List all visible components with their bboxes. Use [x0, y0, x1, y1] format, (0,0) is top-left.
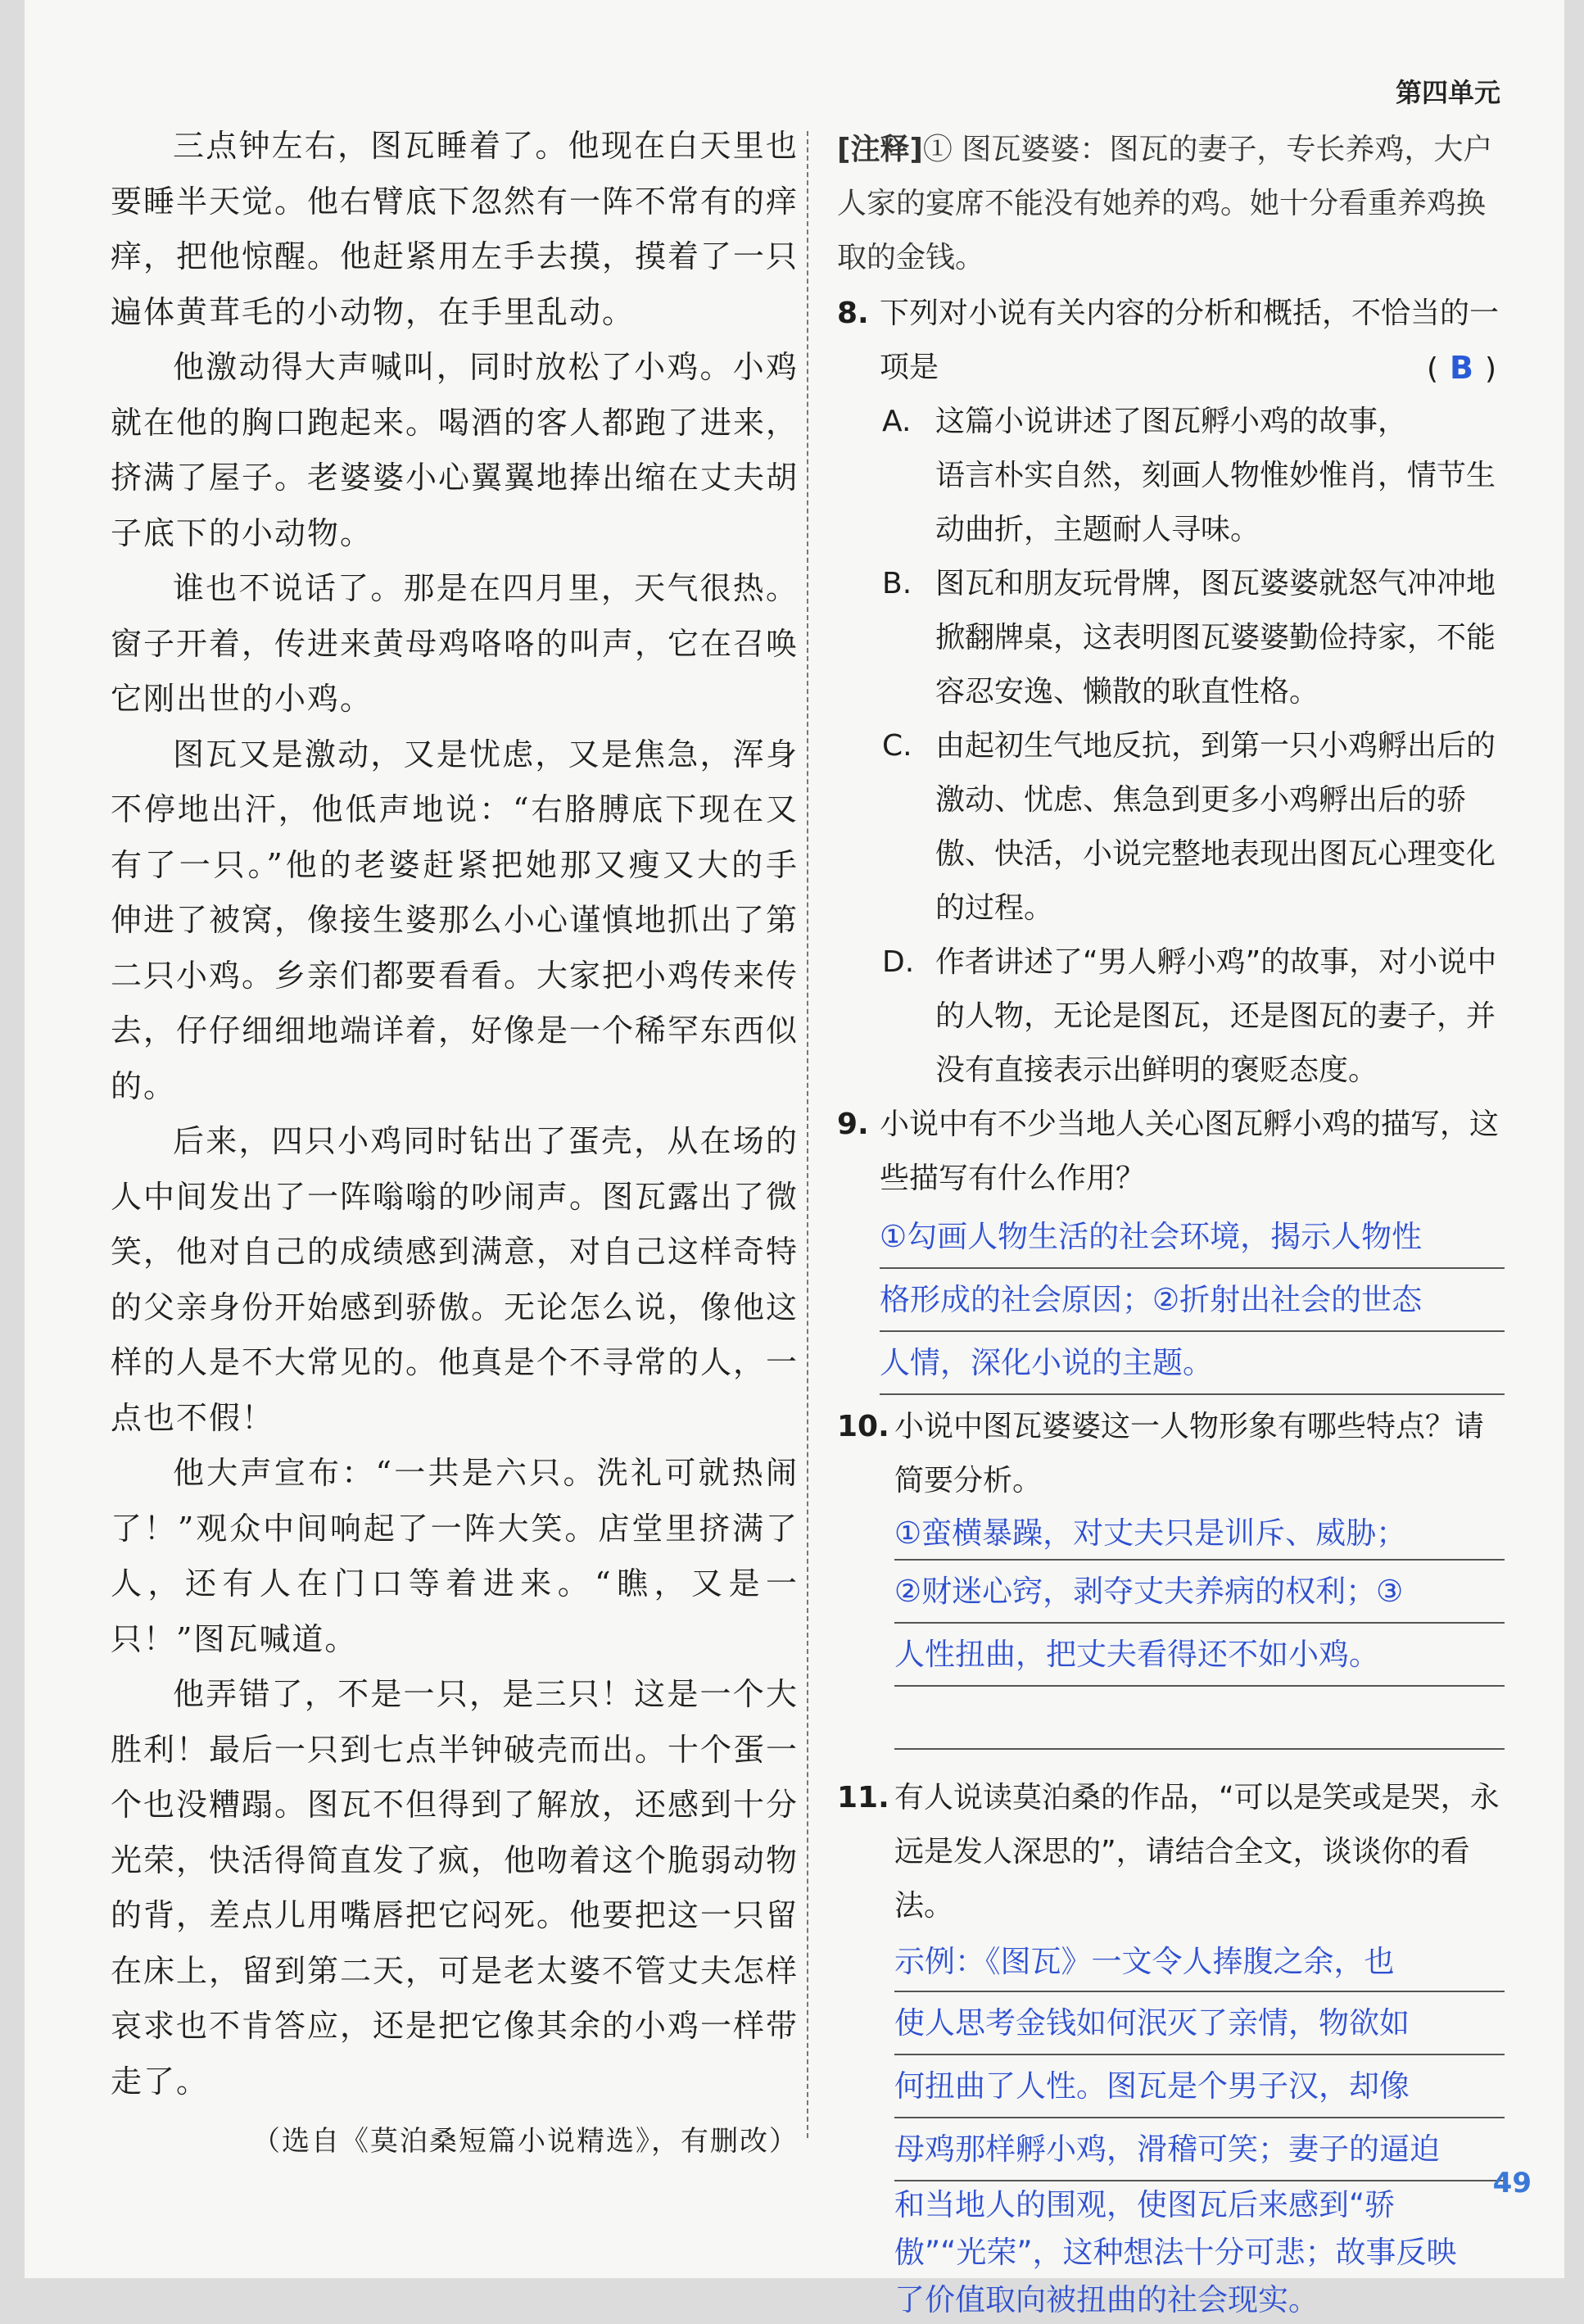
column-divider — [807, 131, 810, 2138]
source-citation: （选自《莫泊桑短篇小说精选》，有删改） — [252, 2125, 799, 2158]
question-9 — [837, 1098, 1505, 1206]
unit-header: 第四单元 — [1395, 77, 1500, 108]
option-text: 作者讲述了“男人孵小鸡”的故事，对小说中的人物，无论是图瓦，还是图瓦的妻子，并没有直接表示出鲜明的褒贬态度。 — [935, 945, 1497, 1087]
option-label: A. — [882, 405, 912, 438]
question-number: 11. — [837, 1781, 889, 1814]
answer-line: ②财迷心窍，剥夺丈夫养病的权利；③ — [894, 1561, 1505, 1624]
story-paragraph: 图瓦又是激动，又是忧虑，又是焦急，浑身不停地出汗，他低声地说：“右胳膊底下现在又有了一只。”他的老婆赶紧把她那又瘦又大的手伸进了被窝，像接生婆那么小心谨慎地抓出了第二只小鸡。乡亲们都要看看。大家把小鸡传来传去，仔仔细细地端详着，好像是一个稀罕东西似的。 — [111, 736, 799, 1104]
story-paragraph: 他弄错了，不是一只，是三只！这是一个大胜利！最后一只到七点半钟破壳而出。十个蛋一个也没糟蹋。图瓦不但得到了解放，还感到十分光荣，快活得简直发了疯，他吻着这个脆弱动物的背，差点儿用嘴唇把它闷死。他要把这一只留在床上，留到第二天，可是老太婆不管丈夫怎样哀求也不肯答应，还是把它像其余的小鸡一样带走了。 — [111, 1676, 799, 2100]
questions-column — [837, 123, 1505, 2324]
answer-line: 格形成的社会原因；②折射出社会的世态 — [880, 1269, 1505, 1332]
answer-line: 人情，深化小说的主题。 — [880, 1332, 1505, 1395]
option-c — [837, 719, 1505, 935]
answer-line: 了价值取向被扭曲的社会现实。 — [894, 2282, 1319, 2317]
option-text: 图瓦和朋友玩骨牌，图瓦婆婆就怒气冲冲地掀翻牌桌，这表明图瓦婆婆勤俭持家，不能容忍安逸、懒散的耿直性格。 — [935, 567, 1496, 709]
blank-answer-line — [894, 1687, 1505, 1750]
option-label: D. — [882, 945, 915, 979]
question-number: 10. — [837, 1410, 889, 1443]
answer-line: 母鸡那样孵小鸡，滑稽可笑；妻子的逼迫 — [894, 2118, 1505, 2181]
answer-line: ①蛮横暴躁，对丈夫只是训斥、威胁； — [894, 1508, 1505, 1561]
story-paragraph: 他大声宣布：“一共是六只。洗礼可就热闹了！”观众中间响起了一阵大笑。店堂里挤满了人，还有人在门口等着进来。“瞧，又是一只！”图瓦喊道。 — [111, 1455, 799, 1657]
answer-line: 使人思考金钱如何泯灭了亲情，物欲如 — [894, 1992, 1505, 2055]
story-paragraph: 后来，四只小鸡同时钻出了蛋壳，从在场的人中间发出了一阵嗡嗡的吵闹声。图瓦露出了微笑，他对自己的成绩感到满意，对自己这样奇特的父亲身份开始感到骄傲。无论怎么说，像他这样的人是不大常见的。他真是个不寻常的人，一点也不假！ — [111, 1123, 799, 1436]
annotation-text: ① 图瓦婆婆：图瓦的妻子，专长养鸡，大户人家的宴席不能没有她养的鸡。她十分看重养鸡换取的金钱。 — [837, 133, 1493, 274]
story-paragraph: 三点钟左右，图瓦睡着了。他现在白天里也要睡半天觉。他右臂底下忽然有一阵不常有的痒痒，把他惊醒。他赶紧用左手去摸，摸着了一只遍体黄茸毛的小动物，在手里乱动。 — [111, 128, 799, 330]
annotation — [837, 123, 1505, 285]
story-paragraph: 谁也不说话了。那是在四月里，天气很热。窗子开着，传进来黄母鸡咯咯的叫声，它在召唤它刚出世的小鸡。 — [111, 570, 799, 717]
option-text: 由起初生气地反抗，到第一只小鸡孵出后的激动、忧虑、焦急到更多小鸡孵出后的骄傲、快活，小说完整地表现出图瓦心理变化的过程。 — [935, 729, 1496, 925]
question-text: 有人说读莫泊桑的作品，“可以是笑或是哭，永远是发人深思的”，请结合全文，谈谈你的看法。 — [894, 1781, 1500, 1923]
answer-line: 傲”“光荣”，这种想法十分可悲；故事反映 — [894, 2235, 1457, 2270]
answer-bracket: ( B ) — [1426, 350, 1496, 386]
answer-area-10[interactable] — [894, 1508, 1505, 1750]
question-text: 小说中有不少当地人关心图瓦孵小鸡的描写，这些描写有什么作用？ — [880, 1108, 1500, 1195]
annotation-tag: [注释] — [837, 133, 923, 166]
worksheet-page — [25, 0, 1564, 2317]
answer-line: 人性扭曲，把丈夫看得还不如小鸡。 — [894, 1624, 1505, 1687]
option-d — [837, 935, 1505, 1098]
answer-line: 何扭曲了人性。图瓦是个男子汉，却像 — [894, 2055, 1505, 2118]
page-number: 49 — [1492, 2167, 1532, 2199]
option-b — [837, 557, 1505, 719]
question-8 — [837, 287, 1505, 395]
choice-answer: B — [1449, 350, 1473, 386]
answer-area-9[interactable] — [880, 1206, 1505, 1395]
answer-area-11[interactable] — [894, 1933, 1505, 2324]
story-paragraph: 他激动得大声喊叫，同时放松了小鸡。小鸡就在他的胸口跑起来。喝酒的客人都跑了进来，挤满了屋子。老婆婆小心翼翼地捧出缩在丈夫胡子底下的小动物。 — [111, 349, 799, 551]
option-label: B. — [882, 567, 912, 600]
question-10 — [837, 1400, 1505, 1508]
answer-line: 和当地人的围观，使图瓦后来感到“骄 — [894, 2187, 1396, 2222]
question-text: 小说中图瓦婆婆这一人物形象有哪些特点？请简要分析。 — [894, 1410, 1485, 1497]
question-number: 8. — [837, 297, 869, 330]
option-text: 这篇小说讲述了图瓦孵小鸡的故事，语言朴实自然，刻画人物惟妙惟肖，情节生动曲折，主题耐人寻味。 — [935, 405, 1496, 546]
option-label: C. — [882, 729, 912, 763]
question-text: 下列对小说有关内容的分析和概括，不恰当的一项是 — [880, 297, 1500, 384]
question-number: 9. — [837, 1108, 869, 1141]
option-a — [837, 395, 1505, 557]
answer-line: 示例：《图瓦》一文令人捧腹之余，也 — [894, 1933, 1505, 1992]
story-column — [111, 119, 799, 2170]
question-11 — [837, 1771, 1505, 1933]
answer-line: ①勾画人物生活的社会环境，揭示人物性 — [880, 1206, 1505, 1269]
